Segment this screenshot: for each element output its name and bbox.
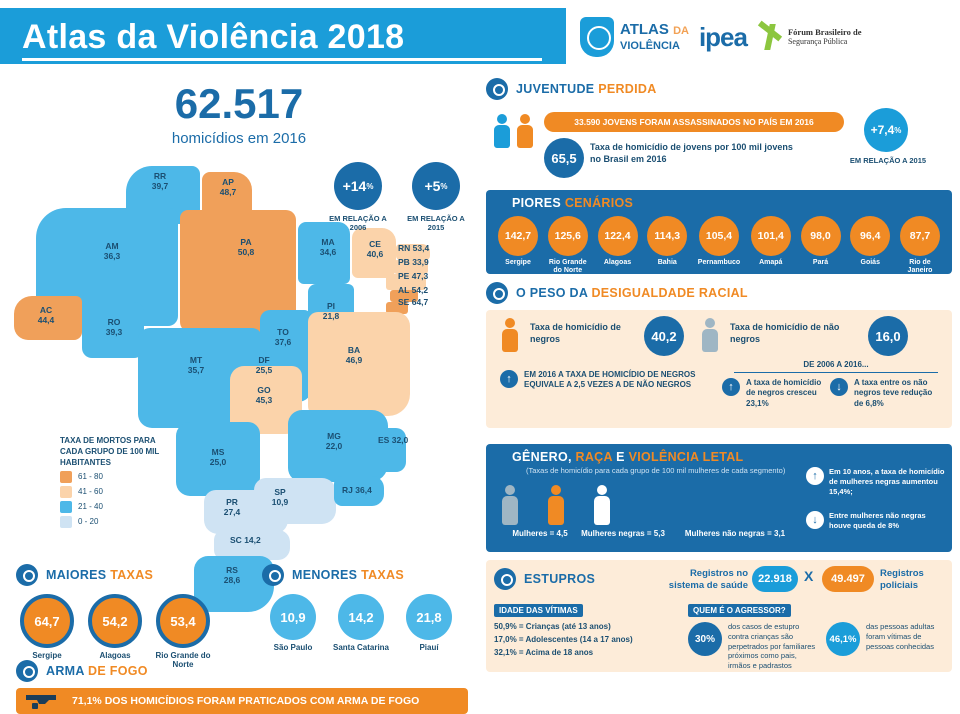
map-label-ac: AC 44,4 xyxy=(37,305,55,325)
racial-nao-negros-label: Taxa de homicídio de não negros xyxy=(730,322,840,344)
person-icon-female xyxy=(515,114,535,148)
youth-rate-value: 65,5 xyxy=(544,138,584,178)
arma-fogo-section xyxy=(16,660,468,682)
gun-icon xyxy=(24,692,64,710)
map-label-rr: RR 39,7 xyxy=(151,171,169,191)
bullet-icon xyxy=(16,660,38,682)
piores-item-1 xyxy=(544,216,592,275)
legend-swatch-3 xyxy=(60,516,72,528)
leaf-icon xyxy=(757,24,783,50)
menores-value-1: 14,2 xyxy=(338,594,384,640)
estupros-saude-value: 22.918 xyxy=(752,566,798,592)
piores-item-3 xyxy=(643,216,691,275)
legend-row-2 xyxy=(60,501,180,513)
estupros-agressor-block xyxy=(688,600,944,671)
map-label-ma: MA 34,6 xyxy=(319,237,337,257)
racial-negros-label: Taxa de homicídio de negros xyxy=(530,322,621,344)
estupros-header xyxy=(494,568,595,590)
total-homicides-label: homicídios em 2016 xyxy=(171,130,307,147)
map-label-am: AM 36,3 xyxy=(103,241,121,261)
piores-value-3: 114,3 xyxy=(647,216,687,256)
map-label-mg: MG 22,0 xyxy=(325,431,343,451)
youth-rate-label: Taxa de homicídio de jovens por 100 mil jovens no Brasil em 2016 xyxy=(590,142,793,164)
page-title xyxy=(22,18,404,57)
map-label-es: ES 32,0 xyxy=(378,435,409,445)
logo-atlas-violencia xyxy=(580,17,689,57)
piores-label-3: Bahia xyxy=(657,259,677,266)
logo-ipea: ipea xyxy=(698,21,747,52)
legend-label-1: 41 - 60 xyxy=(78,486,103,496)
piores-value-5: 101,4 xyxy=(751,216,791,256)
arma-fogo-title: ARMA DE FOGO xyxy=(46,664,148,678)
legend-row-0 xyxy=(60,471,180,483)
racial-section xyxy=(486,282,952,430)
legend-label-3: 0 - 20 xyxy=(78,516,99,526)
bullet-icon xyxy=(16,564,38,586)
map-label-rs: RS 28,6 xyxy=(223,565,241,585)
racial-period-title: DE 2006 A 2016... xyxy=(803,360,869,369)
genero-note-2: ↓ Entre mulheres não negras houve queda de 8% xyxy=(806,511,946,531)
genero-label-1: Mulheres negras = 5,3 xyxy=(581,529,665,538)
woman-icon-3 xyxy=(592,485,612,525)
bullet-icon xyxy=(262,564,284,586)
logo-fbsp xyxy=(757,24,862,50)
piores-label-4: Pernambuco xyxy=(697,259,741,266)
menores-value-0: 10,9 xyxy=(270,594,316,640)
estupros-multiply: X xyxy=(804,568,814,584)
legend-swatch-1 xyxy=(60,486,72,498)
menores-label-0: São Paulo xyxy=(273,643,313,652)
piores-value-6: 98,0 xyxy=(801,216,841,256)
genero-figures xyxy=(500,485,612,525)
piores-title: PIORES CENÁRIOS xyxy=(512,196,634,210)
map-label-go: GO 45,3 xyxy=(255,385,273,405)
variation-2006-caption: EM RELAÇÃO A 2006 xyxy=(329,214,387,233)
legend-swatch-2 xyxy=(60,501,72,513)
maiores-value-0: 64,7 xyxy=(20,594,74,648)
arrow-up-icon: ↑ xyxy=(500,370,518,388)
variation-2006-badge: +14 % xyxy=(334,162,382,210)
map-label-ba: BA 46,9 xyxy=(345,345,363,365)
header xyxy=(0,0,960,72)
legend-swatch-0 xyxy=(60,471,72,483)
racial-negros-value: 40,2 xyxy=(644,316,684,356)
left-column xyxy=(0,72,478,707)
estupros-agressor-title: QUEM É O AGRESSOR? xyxy=(688,604,791,617)
maiores-value-1: 54,2 xyxy=(88,594,142,648)
estupros-agressor-1-text: dos casos de estupro contra crianças são perpetrados por familiares próximos como pais, irmãos e padrastos xyxy=(728,622,816,670)
arrow-up-icon: ↑ xyxy=(806,467,824,485)
map-label-sc: SC 14,2 xyxy=(230,535,261,545)
bullet-icon xyxy=(486,78,508,100)
map-label-to: TO 37,6 xyxy=(274,327,292,347)
juventude-section xyxy=(486,78,952,182)
estupros-idade-block xyxy=(494,600,678,671)
map-label-ap: AP 48,7 xyxy=(219,177,237,197)
map-label-pb: PB 33,9 xyxy=(398,257,429,267)
map-label-pi: PI 21,8 xyxy=(322,301,340,321)
estupros-idade-title: IDADE DAS VÍTIMAS xyxy=(494,604,583,617)
maiores-taxas-header xyxy=(16,564,246,586)
piores-label-0: Sergipe xyxy=(505,259,531,266)
bullet-icon xyxy=(486,282,508,304)
piores-item-4 xyxy=(693,216,745,275)
maiores-value-2: 53,4 xyxy=(156,594,210,648)
arrow-up-icon: ↑ xyxy=(722,378,740,396)
racial-note-left: ↑ EM 2016 A TAXA DE HOMICÍDIO DE NEGROS EQUIVALE A 2,5 VEZES A DE NÃO NEGROS xyxy=(500,370,700,391)
menores-label-2: Piauí xyxy=(419,643,439,652)
logo-atlas-line2: VIOLÊNCIA xyxy=(620,40,680,52)
piores-value-8: 87,7 xyxy=(900,216,940,256)
piores-value-7: 96,4 xyxy=(850,216,890,256)
title-underline xyxy=(22,58,542,61)
estupros-agressor-2-value: 46,1% xyxy=(826,622,860,656)
genero-note-1: ↑ Em 10 anos, a taxa de homicídio de mulheres negras aumentou 15,4%; xyxy=(806,467,946,496)
map-legend xyxy=(60,436,180,528)
menores-taxas-header xyxy=(262,564,468,586)
piores-item-8 xyxy=(896,216,944,275)
racial-header xyxy=(486,282,952,304)
map-label-sp: SP 10,9 xyxy=(271,487,289,507)
estupros-panel xyxy=(486,560,952,672)
menores-item-0 xyxy=(262,594,324,652)
racial-title: O PESO DA DESIGUALDADE RACIAL xyxy=(516,286,748,300)
woman-icon-2 xyxy=(546,485,566,525)
racial-note-mid: ↑ A taxa de homicídio de negros cresceu 23,1% xyxy=(722,378,822,409)
piores-value-1: 125,6 xyxy=(548,216,588,256)
estupros-agressor-1-value: 30% xyxy=(688,622,722,656)
logo-atlas-text xyxy=(620,22,689,52)
logo-fbsp-line2: Segurança Pública xyxy=(787,37,848,47)
piores-cenarios-panel xyxy=(486,190,952,274)
piores-item-2 xyxy=(594,216,642,275)
person-icon-male xyxy=(492,114,512,148)
arma-fogo-header xyxy=(16,660,468,682)
piores-list xyxy=(494,216,944,275)
piores-label-2: Alagoas xyxy=(603,259,632,266)
estupros-policiais-label: Registros policiais xyxy=(880,568,924,591)
piores-label-8: Rio de Janeiro xyxy=(907,259,933,275)
map-label-mt: MT 35,7 xyxy=(187,355,205,375)
piores-value-0: 142,7 xyxy=(498,216,538,256)
piores-value-2: 122,4 xyxy=(598,216,638,256)
map-label-pr: PR 27,4 xyxy=(223,497,241,517)
maiores-label-0: Sergipe xyxy=(32,651,62,660)
maiores-item-1 xyxy=(84,594,146,669)
arrow-down-icon: ↓ xyxy=(806,511,824,529)
legend-row-1 xyxy=(60,486,180,498)
estupros-idade-item-1: 17,0% = Adolescentes (14 a 17 anos) xyxy=(494,634,633,644)
maiores-item-0 xyxy=(16,594,78,669)
piores-label-5: Amapá xyxy=(759,259,783,266)
logo-atlas-da: DA xyxy=(673,25,689,37)
shield-icon xyxy=(580,17,614,57)
estupros-idade-item-0: 50,9% = Crianças (até 13 anos) xyxy=(494,622,611,631)
maiores-item-2 xyxy=(152,594,214,669)
estupros-agressor-2-text: das pessoas adultas foram vítimas de pessoas conhecidas xyxy=(866,622,935,651)
youth-variation-caption: EM RELAÇÃO A 2015 xyxy=(849,156,927,165)
bullet-icon xyxy=(494,568,516,590)
maiores-label-1: Alagoas xyxy=(99,651,131,660)
piores-label-7: Goiás xyxy=(860,259,880,266)
piores-item-6 xyxy=(797,216,845,275)
legend-label-0: 61 - 80 xyxy=(78,471,103,481)
genero-title: GÊNERO, RAÇA E VIOLÊNCIA LETAL xyxy=(512,450,744,464)
piores-item-0 xyxy=(494,216,542,275)
menores-taxas-list xyxy=(262,594,468,652)
menores-item-2 xyxy=(398,594,460,652)
person-icon-negro xyxy=(500,318,520,352)
piores-label-6: Pará xyxy=(812,259,829,266)
page-title-part2: Violência 2018 xyxy=(166,18,405,56)
person-icon-nao-negro xyxy=(700,318,720,352)
map-label-rn: RN 53,4 xyxy=(398,243,430,253)
legend-label-2: 21 - 40 xyxy=(78,501,103,511)
woman-icon-1 xyxy=(500,485,520,525)
menores-taxas-section xyxy=(262,564,468,652)
logo-fbsp-text xyxy=(788,27,862,48)
menores-value-2: 21,8 xyxy=(406,594,452,640)
menores-item-1 xyxy=(330,594,392,652)
menores-label-1: Santa Catarina xyxy=(332,643,390,652)
genero-subtitle: (Taxas de homicídio para cada grupo de 100 mil mulheres de cada segmento) xyxy=(526,466,786,475)
map-label-se: SE 64,7 xyxy=(398,297,429,307)
map-label-pe: PE 47,3 xyxy=(398,271,429,281)
racial-note-right: ↓ A taxa entre os não negros teve redução de 6,8% xyxy=(830,378,940,409)
genero-label-2: Mulheres não negras = 3,1 xyxy=(684,529,786,538)
maiores-taxas-section xyxy=(16,564,246,669)
youth-variation-badge: +7,4 % xyxy=(864,108,908,152)
racial-nao-negros-value: 16,0 xyxy=(868,316,908,356)
map-label-ce: CE 40,6 xyxy=(366,239,384,259)
genero-panel xyxy=(486,444,952,552)
piores-label-1: Rio Grande do Norte xyxy=(548,259,587,275)
page-title-part1: Atlas da xyxy=(22,18,167,56)
map-label-df: DF 25,5 xyxy=(255,355,273,375)
map-label-pa: PA 50,8 xyxy=(237,237,255,257)
juventude-title: JUVENTUDE PERDIDA xyxy=(516,82,657,96)
arrow-down-icon: ↓ xyxy=(830,378,848,396)
estupros-policiais-value: 49.497 xyxy=(822,566,874,592)
arma-fogo-bar: 71,1% DOS HOMICÍDIOS FORAM PRATICADOS COM ARMA DE FOGO xyxy=(16,688,468,714)
piores-header xyxy=(494,196,944,210)
estupros-title: ESTUPROS xyxy=(524,572,596,586)
genero-header xyxy=(494,450,944,464)
variation-2015-badge: +5 % xyxy=(412,162,460,210)
map-label-rj: RJ 36,4 xyxy=(342,485,372,495)
right-column xyxy=(478,72,960,678)
maiores-taxas-title: MAIORES TAXAS xyxy=(46,568,154,582)
logo-group xyxy=(580,8,956,66)
menores-taxas-title: MENORES TAXAS xyxy=(292,568,405,582)
piores-item-5 xyxy=(747,216,795,275)
estupros-saude-label: Registros no sistema de saúde xyxy=(668,568,748,591)
total-homicides-value: 62.517 xyxy=(174,80,304,127)
piores-value-4: 105,4 xyxy=(699,216,739,256)
map-label-ms: MS 25,0 xyxy=(209,447,227,467)
juventude-header xyxy=(486,78,952,100)
piores-item-7 xyxy=(846,216,894,275)
logo-fbsp-line1: Fórum Brasileiro de xyxy=(787,26,862,37)
variation-2015-caption: EM RELAÇÃO A 2015 xyxy=(407,214,465,233)
legend-row-3 xyxy=(60,516,180,528)
maiores-taxas-list xyxy=(16,594,246,669)
logo-atlas-line1: ATLAS xyxy=(620,21,669,38)
estupros-idade-item-2: 32,1% = Acima de 18 anos xyxy=(494,647,594,657)
genero-label-0: Mulheres = 4,5 xyxy=(512,529,568,538)
map-legend-title: TAXA DE MORTOS PARA CADA GRUPO DE 100 MIL HABITANTES xyxy=(60,436,160,467)
youth-people-icons xyxy=(492,114,535,148)
maiores-label-2: Rio Grande do Norte xyxy=(155,651,211,670)
map-label-al: AL 54,2 xyxy=(398,285,429,295)
map-label-ro: RO 39,3 xyxy=(105,317,123,337)
youth-killed-bar: 33.590 JOVENS FORAM ASSASSINADOS NO PAÍS EM 2016 xyxy=(544,112,844,132)
